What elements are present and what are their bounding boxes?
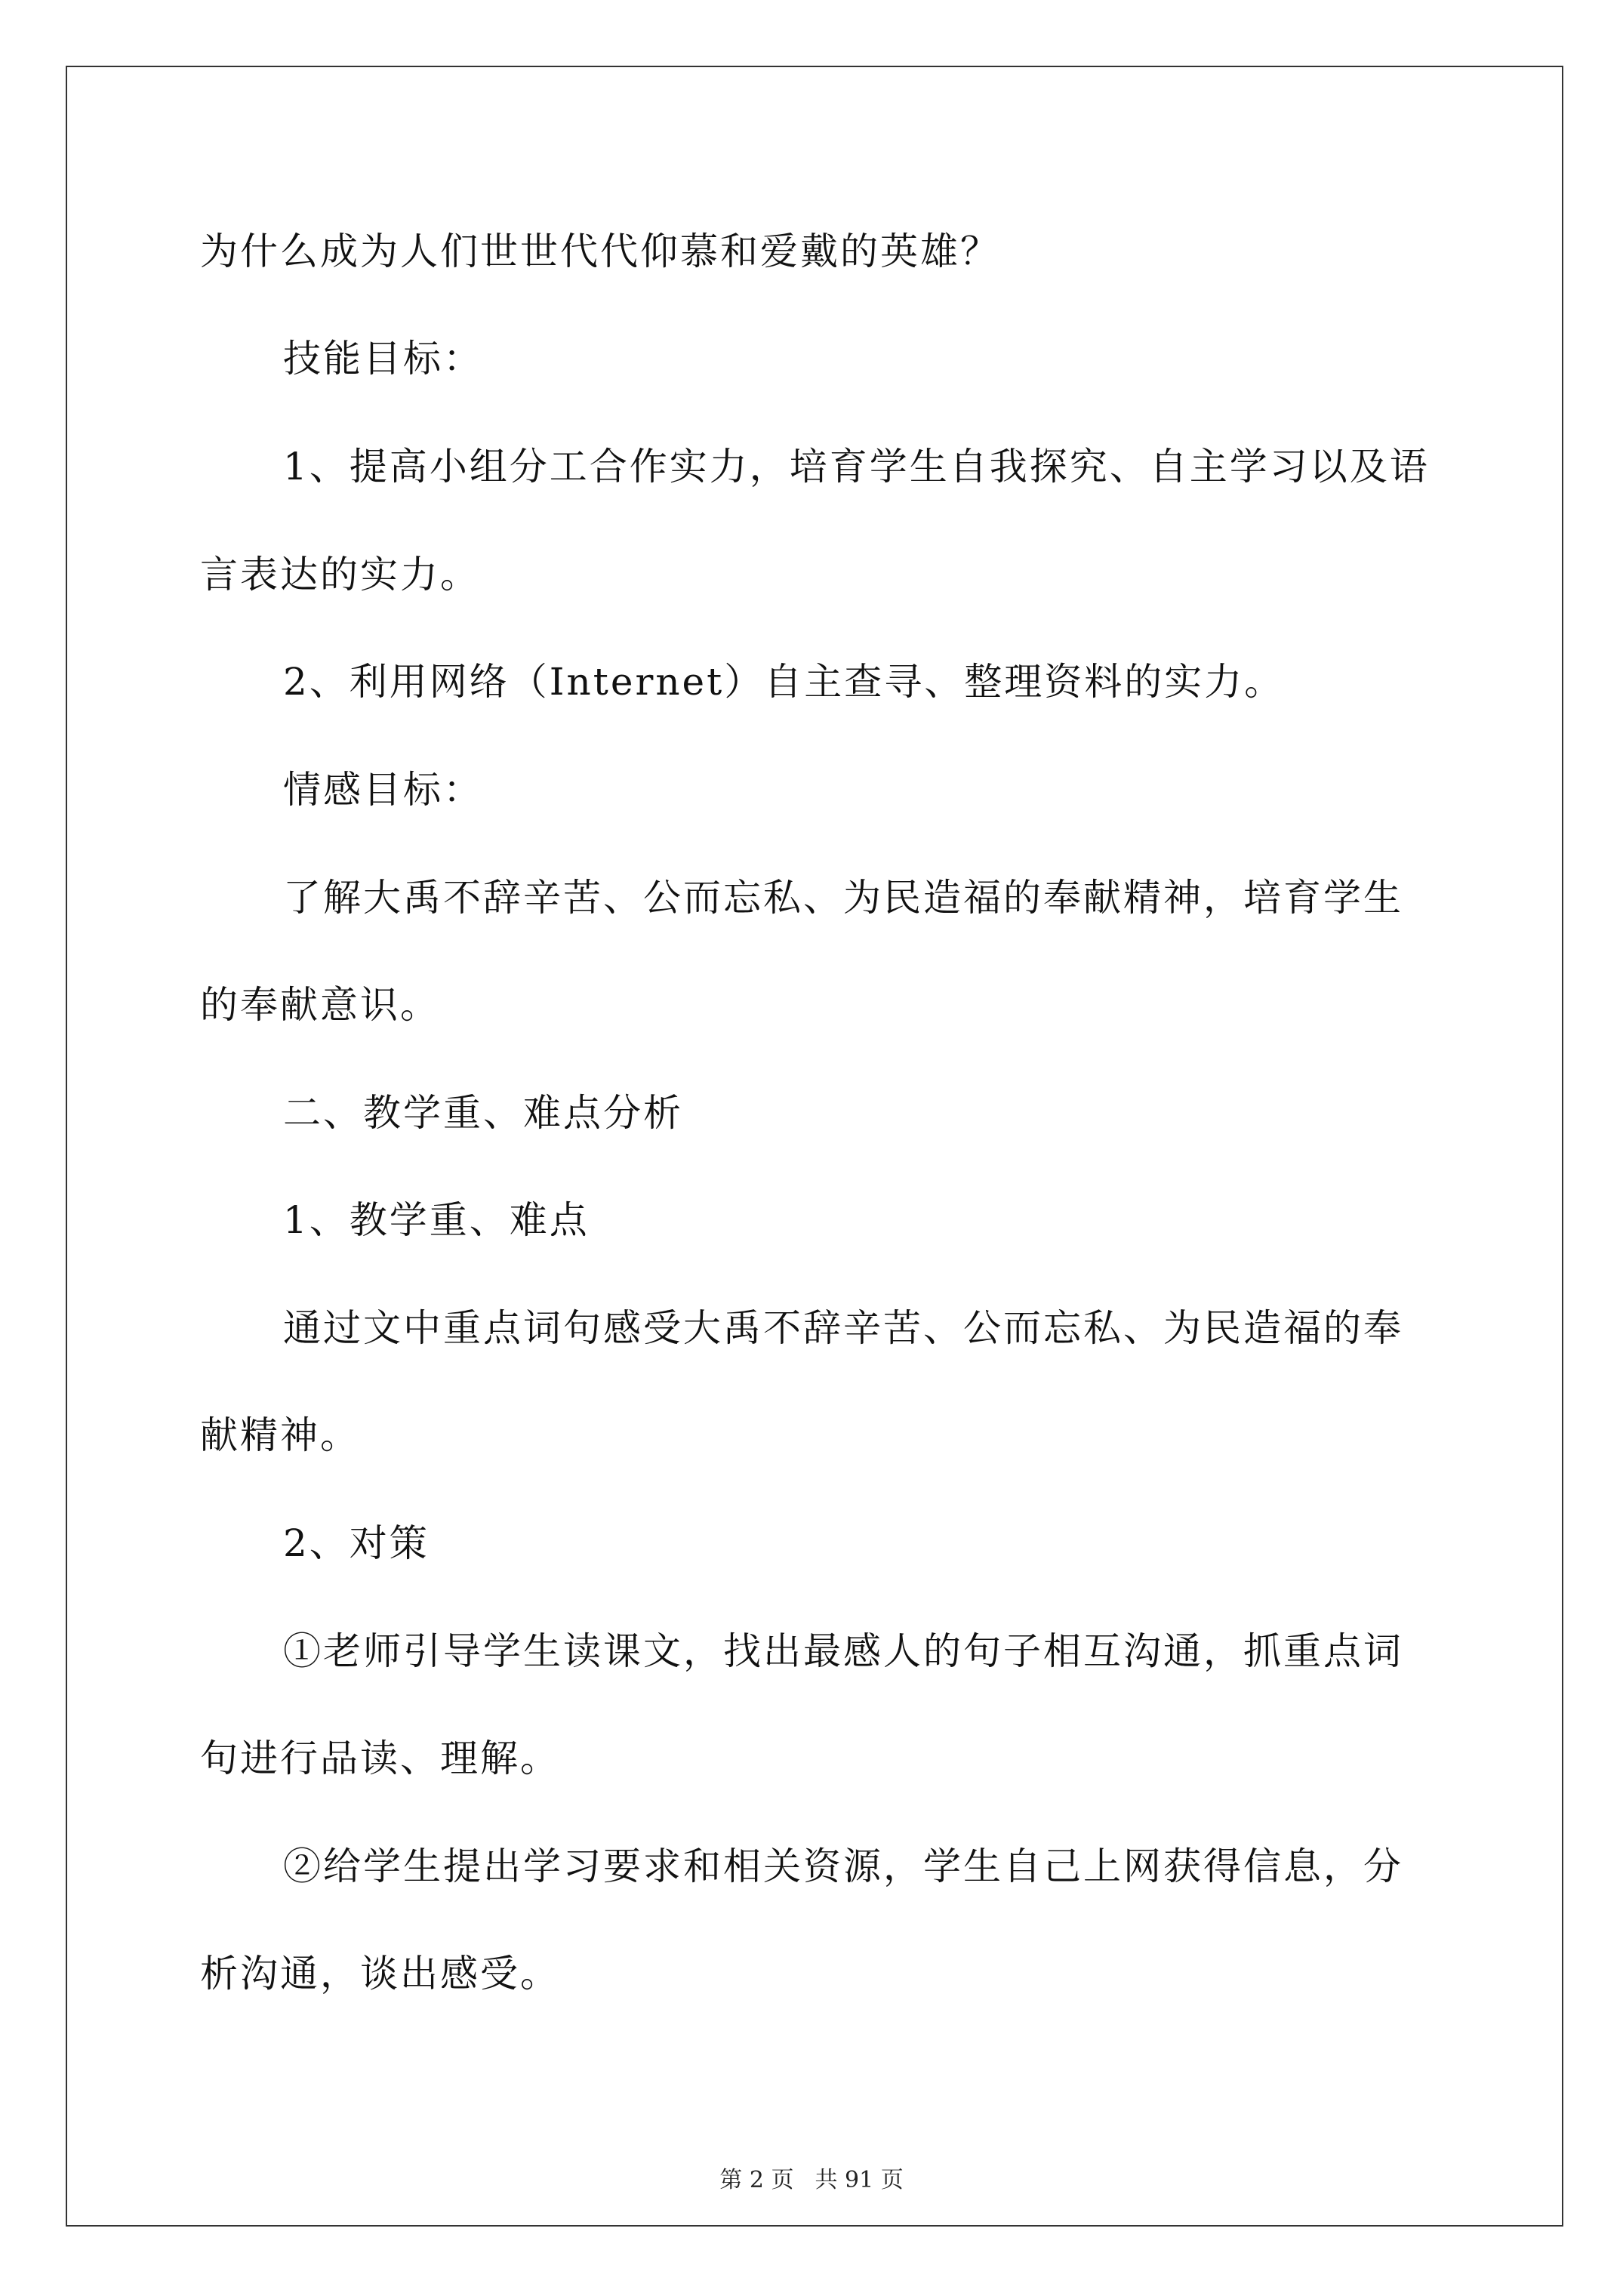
text-line: 二、教学重、难点分析 [283, 1091, 683, 1135]
text-line: 析沟通，谈出感受。 [200, 1952, 560, 1996]
text-line: 句进行品读、理解。 [200, 1737, 560, 1780]
text-line: 2、对策 [283, 1521, 430, 1565]
text-line: 献精神。 [200, 1413, 360, 1457]
page-number: 第 2 页 [719, 2167, 794, 2193]
text-line: 2、利用网络（Internet）自主查寻、整理资料的实力。 [283, 660, 1285, 704]
text-line: 通过文中重点词句感受大禹不辞辛苦、公而忘私、为民造福的奉 [283, 1306, 1403, 1350]
text-line: ①老师引导学生读课文，找出最感人的句子相互沟通，抓重点词 [283, 1629, 1403, 1673]
text-line: 1、提高小组分工合作实力，培育学生自我探究、自主学习以及语 [283, 445, 1430, 488]
text-line: 技能目标： [283, 337, 483, 381]
text-line: 为什么成为人们世世代代仰慕和爱戴的英雄？ [200, 230, 1000, 273]
text-line: ②给学生提出学习要求和相关资源，学生自己上网获得信息，分 [283, 1845, 1403, 1888]
page-total: 共 91 页 [815, 2167, 904, 2193]
text-line: 的奉献意识。 [200, 983, 440, 1027]
page-footer [0, 2165, 1623, 2196]
text-line: 言表达的实力。 [200, 553, 480, 596]
page-border [66, 66, 1563, 2227]
text-line: 情感目标： [283, 768, 483, 812]
text-line: 了解大禹不辞辛苦、公而忘私、为民造福的奉献精神，培育学生 [283, 876, 1403, 920]
text-line: 1、教学重、难点 [283, 1198, 590, 1242]
